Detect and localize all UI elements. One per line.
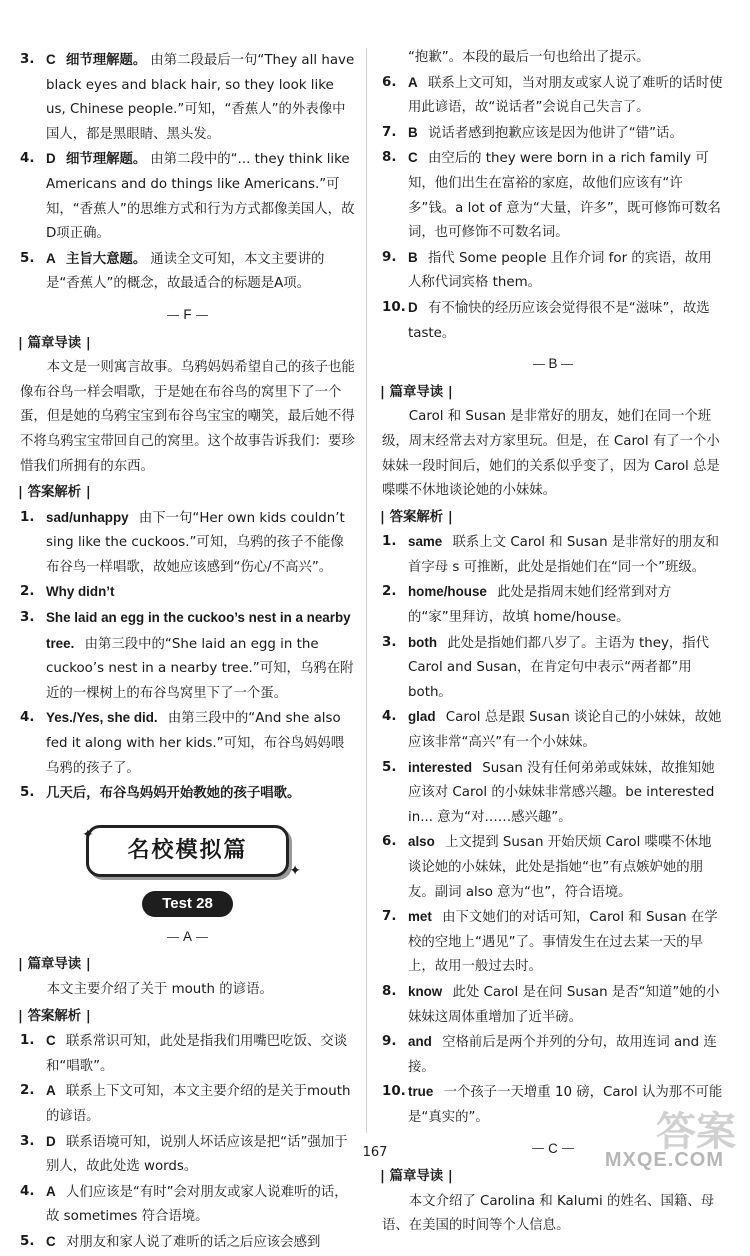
section-heading: | 答案解析 | [18, 485, 91, 501]
item-answer: and [408, 1034, 432, 1050]
item-number: 4. [20, 151, 35, 167]
section-heading: | 答案解析 | [380, 509, 453, 525]
answer-item [382, 121, 724, 147]
answer-item [382, 580, 724, 630]
item-answer: A [46, 1183, 56, 1199]
answer-item [382, 905, 724, 980]
answer-item [382, 530, 724, 580]
item-answer: glad [408, 709, 436, 725]
item-number: 3. [20, 1133, 35, 1149]
item-number: 1. [382, 534, 397, 550]
item-answer: A [408, 74, 418, 90]
item-number: 3. [20, 52, 35, 67]
item-text: 空格前后是两个并列的分句，故用连词 and 连接。 [408, 1035, 717, 1075]
item-number: 1. [20, 1033, 35, 1049]
answer-item [382, 296, 724, 346]
answer-item [20, 706, 355, 781]
item-number: 4. [382, 709, 397, 725]
item-text: 由空后的 they were born in a rich family 可知，他们出生在富裕的家庭，故他们应该有“许多”钱。a lot of 意为“大量，许多”，既可修饰可数名词，也可修饰不可数名词。 [408, 151, 721, 241]
answer-item [20, 247, 355, 297]
answer-item [20, 506, 355, 581]
item-answer: She laid an egg in the cuckoo’s nest in a nearby tree. [46, 610, 351, 651]
section-heading: | 篇章导读 | [18, 957, 91, 973]
item-answer: C [46, 1233, 56, 1249]
item-number: 7. [382, 124, 397, 140]
item-answer: Why didn’t [46, 584, 115, 600]
item-answer: A [46, 1083, 56, 1099]
section-heading: | 篇章导读 | [18, 335, 91, 351]
banner [20, 825, 355, 877]
watermark-logo-icon: 答案 [656, 1109, 736, 1156]
item-text: 联系常识可知，此处是指我们用嘴巴吃饭、交谈和“唱歌”。 [46, 1034, 348, 1074]
guide-paragraph: Carol 和 Susan 是非常好的朋友，她们在同一个班级，周末经常去对方家里玩。但是，在 Carol 有了一个小妹妹一段时间后，她们的关系似乎变了，因为 Carol 总是喋喋不休地谈论她的小妹妹。 [382, 409, 720, 499]
item-number: 5. [382, 759, 397, 775]
item-text: 联系上文 Carol 和 Susan 是非常好的朋友和首字母 s 可推断，此处是指她们在“同一个”班级。 [408, 535, 719, 575]
sparkle-icon: ✦ [289, 862, 301, 879]
item-text: 由下文她们的对话可知，Carol 和 Susan 在学校的空地上“遇见”了。事情发生在过去某一天的早上，故用一般过去时。 [408, 910, 718, 975]
section-heading: | 答案解析 | [18, 1008, 91, 1024]
answer-item [20, 781, 355, 807]
answer-item [20, 147, 355, 246]
item-text: 有不愉快的经历应该会觉得很不是“滋味”，故选 taste。 [408, 300, 710, 341]
item-number: 2. [20, 1083, 35, 1099]
item-number: 6. [382, 74, 397, 90]
item-text: 一个孩子一天增重 10 磅，Carol 认为那不可能是“真实的”。 [408, 1085, 723, 1125]
answer-item [20, 1230, 355, 1256]
section-letter-b: B [382, 352, 724, 377]
item-number: 6. [382, 834, 397, 850]
item-text: Susan 没有任何弟弟或妹妹，故推知她应该对 Carol 的小妹妹非常感兴趣。be interested in... 意为“对……感兴趣”。 [408, 760, 715, 825]
item-type: 细节理解题。 [65, 53, 147, 68]
item-text: 联系上文可知，当对朋友或家人说了难听的话时使用此谚语，故“说话者”会说自己失言了。 [408, 75, 723, 116]
item-answer: Yes./Yes, she did. [46, 710, 158, 726]
section-heading: | 篇章导读 | [380, 1169, 453, 1185]
item-text: 通读全文可知，本文主要讲的是“香蕉人”的概念，故最适合的标题是A项。 [46, 251, 325, 292]
column-divider [366, 48, 367, 1133]
item-text: 由下一句“Her own kids couldn’t sing like the cuckoos.”可知，乌鸦的孩子不能像布谷鸟一样唱歌，故她应该感到“伤心/不高兴”。 [46, 510, 345, 575]
item-text: 由第二段中的“... they think like Americans and do things like Americans.”可知，“香蕉人”的思维方式和行为方式都像美国人，故D项正确。 [46, 152, 355, 242]
answer-item [382, 71, 724, 121]
item-text: 由第三段中的“And she also fed it along with her kids.”可知，布谷鸟妈妈喂乌鸦的孩子了。 [46, 711, 345, 776]
answer-item [382, 830, 724, 905]
item-number: 5. [20, 1233, 35, 1249]
item-answer: C [46, 52, 56, 67]
section-letter-a: A [20, 925, 355, 950]
item-number: 10. [382, 299, 406, 315]
item-answer: D [46, 1133, 56, 1149]
item-text: 联系语境可知，说别人坏话应该是把“话”强加于别人，故此处选 words。 [46, 1134, 348, 1175]
watermark-text: MXQE.COM [604, 1149, 724, 1172]
item-number: 1. [20, 509, 35, 525]
answer-item [382, 1030, 724, 1080]
item-number: 5. [20, 785, 35, 801]
answer-item [382, 146, 724, 245]
item-number: 8. [382, 983, 397, 999]
answer-item [20, 1079, 355, 1129]
item-answer: also [408, 834, 435, 850]
item-answer: D [408, 299, 418, 315]
page-number: 167 [362, 1145, 388, 1160]
item-text: 联系上下文可知，本文主要介绍的是关于mouth 的谚语。 [46, 1084, 351, 1124]
item-number: 2. [382, 584, 397, 600]
item-text: 对朋友和家人说了难听的话之后应该会感到 [65, 1234, 321, 1250]
answer-item [382, 980, 724, 1030]
item-number: 3. [382, 634, 397, 650]
left-column [20, 48, 355, 1256]
item-answer: know [408, 983, 443, 999]
sparkle-icon: ✦ [82, 826, 94, 843]
item-number: 8. [382, 150, 397, 166]
item-answer: interested [408, 759, 472, 775]
answer-item [382, 246, 724, 296]
section-heading: | 篇章导读 | [380, 384, 453, 400]
item-answer: both [408, 634, 437, 650]
guide-paragraph: 本文主要介绍了关于 mouth 的谚语。 [46, 982, 273, 997]
banner-title: 名校模拟篇 [86, 825, 288, 877]
item-answer: same [408, 534, 443, 550]
guide-paragraph: 本文是一则寓言故事。乌鸦妈妈希望自己的孩子也能像布谷鸟一样会唱歌，于是她在布谷鸟的窝里下了一个蛋，但是她的乌鸦宝宝到布谷鸟宝宝的嘲笑，最后她不得不将乌鸦宝宝带回自己的窝里。这个故事告诉我们：要珍惜我们所拥有的东西。 [20, 360, 355, 474]
item-text: 此处是指周末她们经常到对方的“家”里拜访，故填 home/house。 [408, 585, 672, 626]
answer-item [382, 756, 724, 831]
continued-text: “抱歉”。本段的最后一句也给出了提示。 [408, 50, 650, 65]
item-answer: B [408, 124, 418, 140]
item-text: 指代 Some people 且作介词 for 的宾语，故用人称代词宾格 them。 [408, 250, 712, 291]
answer-item [20, 48, 355, 147]
answer-item [20, 580, 355, 606]
item-text: 上文提到 Susan 开始厌烦 Carol 喋喋不休地谈论她的小妹妹，此处是指她“也”有点嫉妒她的朋友。副词 also 意为“也”，符合语境。 [408, 835, 712, 900]
section-letter-f: F [20, 303, 355, 328]
answer-item [20, 1029, 355, 1079]
item-text: 说话者感到抱歉应该是因为他讲了“错”话。 [427, 125, 683, 141]
item-text: 人们应该是“有时”会对朋友或家人说难听的话，故 sometimes 符合语境。 [46, 1184, 348, 1225]
item-answer: C [46, 1033, 56, 1049]
item-number: 3. [20, 610, 35, 626]
item-type: 主旨大意题。 [65, 251, 147, 267]
item-text: Carol 总是跟 Susan 谈论自己的小妹妹，故她应该非常“高兴”有一个小妹妹。 [408, 710, 722, 751]
item-answer: home/house [408, 584, 487, 600]
item-text: 由第三段中的“She laid an egg in the cuckoo’s nest in a nearby tree.”可知，乌鸦在附近的一棵树上的布谷鸟窝里下了一个蛋。 [46, 636, 354, 701]
guide-paragraph: 本文介绍了 Carolina 和 Kalumi 的姓名、国籍、母语、在美国的时间等个人信息。 [382, 1193, 715, 1234]
item-type: 细节理解题。 [65, 152, 147, 168]
item-answer: true [408, 1084, 434, 1100]
item-answer: met [408, 909, 432, 925]
item-number: 5. [20, 250, 35, 266]
item-text: 由第二段最后一句“They all have black eyes and black hair, so they look like us, Chinese people.”可知，“香蕉人”的外表像中国人，都是黑眼睛、黑头发。 [46, 53, 355, 142]
item-answer: B [408, 249, 418, 265]
item-text: 此处是指她们都八岁了。主语为 they，指代 Carol and Susan，在肯定句中表示“两者都”用 both。 [408, 635, 710, 700]
item-answer: 几天后，布谷鸟妈妈开始教她的孩子唱歌。 [46, 785, 301, 801]
test-label: Test 28 [142, 891, 233, 917]
right-column [382, 46, 724, 1239]
item-answer: A [46, 250, 56, 266]
item-text: 此处 Carol 是在问 Susan 是否“知道”她的小妹妹这周体重增加了近半磅。 [408, 984, 720, 1025]
item-number: 2. [20, 584, 35, 600]
item-answer: sad/unhappy [46, 509, 129, 525]
item-number: 10. [382, 1084, 406, 1100]
item-answer: C [408, 150, 418, 166]
answer-item [20, 606, 355, 706]
item-number: 9. [382, 249, 397, 265]
item-number: 7. [382, 909, 397, 925]
item-number: 4. [20, 710, 35, 726]
answer-item [382, 631, 724, 706]
item-answer: D [46, 151, 56, 167]
answer-item [20, 1180, 355, 1230]
item-number: 4. [20, 1183, 35, 1199]
answer-item [382, 705, 724, 755]
item-number: 9. [382, 1034, 397, 1050]
section-letter-c: C [382, 1137, 724, 1162]
